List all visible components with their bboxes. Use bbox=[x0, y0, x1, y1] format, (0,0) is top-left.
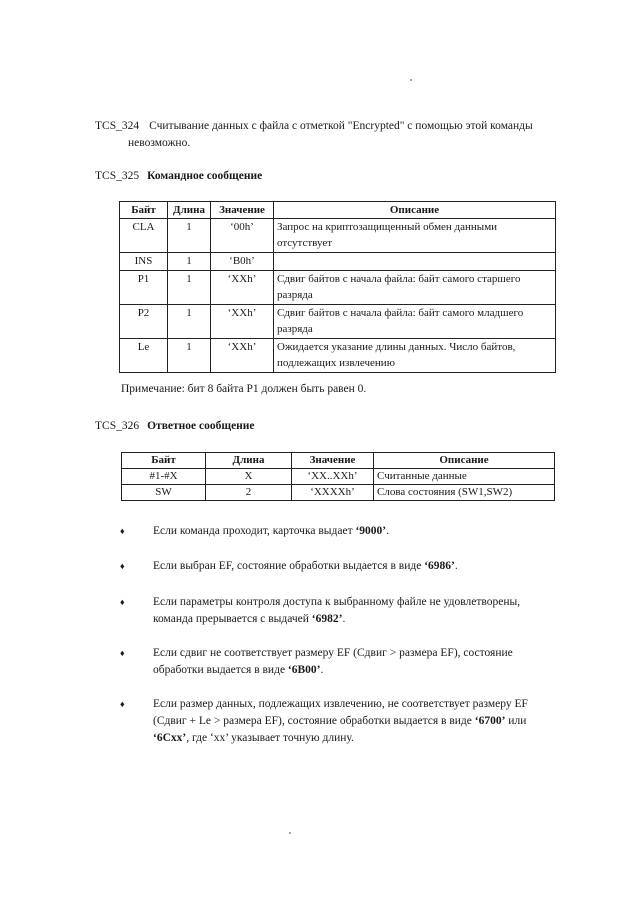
list-item: ♦ Если параметры контроля доступа к выбранному файле не удовлетворены, команда прерывается с выдачей ‘6982’. bbox=[120, 596, 521, 625]
cell-length: 1 bbox=[168, 339, 211, 373]
cell-value: ‘XXXXh’ bbox=[292, 485, 374, 501]
column-header-value: Значение bbox=[211, 202, 274, 219]
cell-value: ‘XXh’ bbox=[211, 271, 274, 305]
cell-length: 1 bbox=[168, 271, 211, 305]
cell-length: 1 bbox=[168, 219, 211, 253]
cell-byte: CLA bbox=[120, 219, 168, 253]
table-row bbox=[122, 469, 555, 485]
command-message-table bbox=[119, 201, 556, 373]
cell-length: X bbox=[206, 469, 292, 485]
table-header-row bbox=[122, 453, 555, 469]
list-item: ♦ Если размер данных, подлежащих извлечению, не соответствует размеру EF (Сдвиг + Le > размера EF), состояние обработки выдается в виде ‘6700’ или ‘6Cxx’, где ‘xx’ указывает точную длину. bbox=[120, 698, 528, 744]
table-row bbox=[120, 305, 556, 339]
section-title: Командное сообщение bbox=[147, 170, 263, 182]
cell-description: Ожидается указание длины данных. Число байтов, подлежащих извлечению bbox=[274, 339, 556, 373]
requirement-tcs324 bbox=[95, 118, 595, 152]
cell-description: Слова состояния (SW1,SW2) bbox=[374, 485, 555, 501]
column-header-byte: Байт bbox=[122, 453, 206, 469]
table-row bbox=[120, 339, 556, 373]
cell-length: 1 bbox=[168, 305, 211, 339]
list-item: ♦ Если команда проходит, карточка выдает ‘9000’. bbox=[120, 523, 590, 540]
section-title: Ответное сообщение bbox=[147, 420, 255, 432]
diamond-bullet-icon: ♦ bbox=[120, 648, 125, 658]
cell-value: ‘00h’ bbox=[211, 219, 274, 253]
cell-description: Сдвиг байтов с начала файла: байт самого младшего разряда bbox=[274, 305, 556, 339]
cell-length: 2 bbox=[206, 485, 292, 501]
column-header-description: Описание bbox=[274, 202, 556, 219]
cell-value: ‘XXh’ bbox=[211, 339, 274, 373]
column-header-length: Длина bbox=[168, 202, 211, 219]
column-header-length: Длина bbox=[206, 453, 292, 469]
cell-byte: P1 bbox=[120, 271, 168, 305]
table-row bbox=[120, 253, 556, 271]
column-header-value: Значение bbox=[292, 453, 374, 469]
cell-value: ‘XXh’ bbox=[211, 305, 274, 339]
cell-byte: Le bbox=[120, 339, 168, 373]
cell-description: Считанные данные bbox=[374, 469, 555, 485]
section-heading-tcs325 bbox=[95, 168, 262, 184]
table-note: Примечание: бит 8 байта P1 должен быть равен 0. bbox=[121, 383, 367, 395]
cell-byte: SW bbox=[122, 485, 206, 501]
response-message-table bbox=[121, 452, 555, 501]
list-item: ♦ Если сдвиг не соответствует размеру EF (Сдвиг > размера EF), состояние обработки выдается в виде ‘6B00’. bbox=[120, 647, 513, 676]
cell-byte: #1-#X bbox=[122, 469, 206, 485]
cell-description: Сдвиг байтов с начала файла: байт самого старшего разряда bbox=[274, 271, 556, 305]
requirement-text: Считывание данных с файла с отметкой "Encrypted" с помощью этой команды bbox=[149, 120, 533, 132]
requirement-id: TCS_324 bbox=[95, 120, 140, 132]
requirement-text-cont: невозможно. bbox=[128, 137, 191, 149]
table-header-row bbox=[120, 202, 556, 219]
cell-length: 1 bbox=[168, 253, 211, 271]
diamond-bullet-icon: ♦ bbox=[120, 597, 125, 607]
cell-description bbox=[274, 253, 556, 271]
list-item: ♦ Если выбран EF, состояние обработки выдается в виде ‘6986’. bbox=[120, 558, 590, 575]
column-header-description: Описание bbox=[374, 453, 555, 469]
column-header-byte: Байт bbox=[120, 202, 168, 219]
table-row bbox=[120, 219, 556, 253]
scan-speck bbox=[410, 79, 412, 81]
table-row bbox=[120, 271, 556, 305]
cell-value: ‘XX..XXh’ bbox=[292, 469, 374, 485]
table-row bbox=[122, 485, 555, 501]
diamond-bullet-icon: ♦ bbox=[120, 699, 125, 709]
cell-description: Запрос на криптозащищенный обмен данными отсутствует bbox=[274, 219, 556, 253]
diamond-bullet-icon: ♦ bbox=[120, 561, 125, 571]
section-heading-tcs326 bbox=[95, 418, 255, 434]
requirement-id: TCS_326 bbox=[95, 420, 140, 432]
cell-value: ‘B0h’ bbox=[211, 253, 274, 271]
requirement-id: TCS_325 bbox=[95, 170, 140, 182]
cell-byte: INS bbox=[120, 253, 168, 271]
diamond-bullet-icon: ♦ bbox=[120, 526, 125, 536]
cell-byte: P2 bbox=[120, 305, 168, 339]
scan-speck bbox=[289, 832, 291, 834]
